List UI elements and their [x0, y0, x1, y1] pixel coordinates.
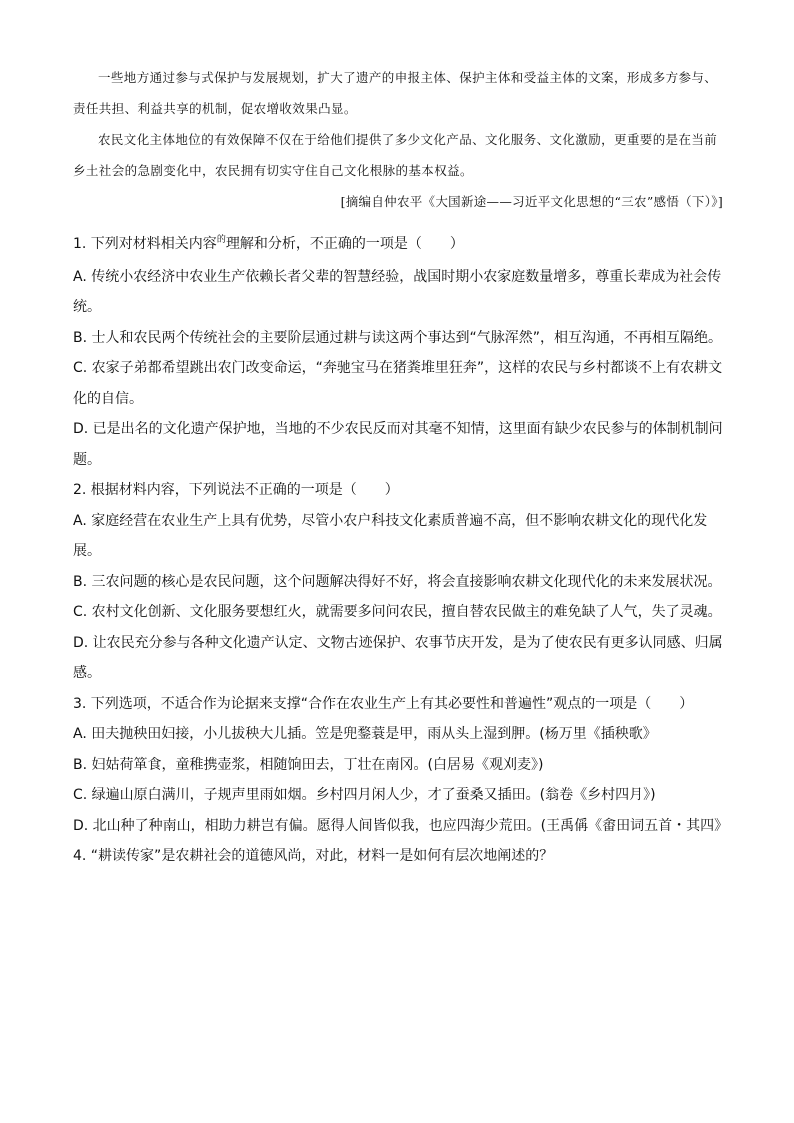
question-2-option-c: C. 农村文化创新、文化服务要想红火，就需要多问问农民，擅自替农民做主的难免缺了人气，失了灵魂。: [73, 604, 722, 620]
passage-source: [摘编自仲农平《大国新途——习近平文化思想的“三农”感悟（下）》]: [340, 194, 723, 209]
question-2-option-a: A. 家庭经营在农业生产上具有优势，尽管小农户科技文化素质普遍不高，但不影响农耕文化的现代化发展。: [73, 512, 708, 559]
question-3-stem: 3. 下列选项，不适合作为论据来支撑“合作在农业生产上有其必要性和普遍性”观点的一项是（ ）: [73, 695, 694, 712]
question-1-option-d: D. 已是出名的文化遗产保护地，当地的不少农民反而对其毫不知情，这里面有缺少农民参与的体制机制问题。: [73, 421, 723, 468]
passage-excerpt: [73, 62, 723, 217]
question-list: [73, 229, 729, 872]
question-3-option-d: D. 北山种了种南山，相助力耕岂有偏。愿得人间皆似我，也应四海少荒田。(王禹偁《畬田词五首・其四》: [73, 817, 729, 834]
question-1-stem: 1. 下列对材料相关内容$^的$理解和分析，不正确的一项是（ ）: [73, 235, 464, 252]
question-3-option-a: A. 田夫抛秧田妇接，小儿拔秧大儿插。笠是兜鍪蓑是甲，雨从头上湿到胛。(杨万里《插秧歌》: [73, 726, 657, 742]
question-1-stray-char: 的: [216, 235, 226, 245]
question-2-stem: 2. 根据材料内容，下列说法不正确的一项是（ ）: [73, 482, 399, 498]
passage-paragraph-1: 一些地方通过参与式保护与发展规划，扩大了遗产的申报主体、保护主体和受益主体的文案，形成多方参与、责任共担、利益共享的机制，促农增收效果凸显。: [73, 70, 718, 116]
question-3-option-b: B. 妇姑荷箪食，童稚携壶浆，相随饷田去，丁壮在南冈。(白居易《观刈麦》): [73, 756, 544, 773]
question-1: [73, 229, 723, 475]
question-4-stem: 4. “耕读传家”是农耕社会的道德风尚，对此，材料一是如何有层次地阐述的？: [73, 848, 554, 864]
question-3: [73, 689, 729, 842]
question-1-option-c: C. 农家子弟都希望跳出农门改变命运，“奔驰宝马在猪粪堆里狂奔”，这样的农民与乡村都谈不上有农耕文化的自信。: [73, 360, 723, 407]
question-2-option-b: B. 三农问题的核心是农民问题，这个问题解决得好不好，将会直接影响农耕文化现代化的未来发展状况。: [73, 573, 722, 590]
question-1-option-b: B. 士人和农民两个传统社会的主要阶层通过耕与读这两个事达到“气脉浑然”，相互沟通，不再相互隔绝。: [73, 329, 723, 346]
question-3-option-c: C. 绿遍山原白满川，子规声里雨如烟。乡村四月闲人少，才了蚕桑又插田。(翁卷《乡村四月》): [73, 787, 656, 803]
question-4: [73, 841, 723, 872]
question-1-option-a: A. 传统小农经济中农业生产依赖长者父辈的智慧经验，战国时期小农家庭数量增多，尊重长辈成为社会传统。: [73, 268, 722, 315]
question-2-option-d: D. 让农民充分参与各种文化遗产认定、文物古迹保护、农事节庆开发，是为了使农民有更多认同感、归属感。: [73, 634, 723, 681]
question-2: [73, 475, 723, 689]
passage-paragraph-2: 农民文化主体地位的有效保障不仅在于给他们提供了多少文化产品、文化服务、文化激励，更重要的是在当前乡土社会的急剧变化中，农民拥有切实守住自己文化根脉的基本权益。: [73, 132, 718, 178]
